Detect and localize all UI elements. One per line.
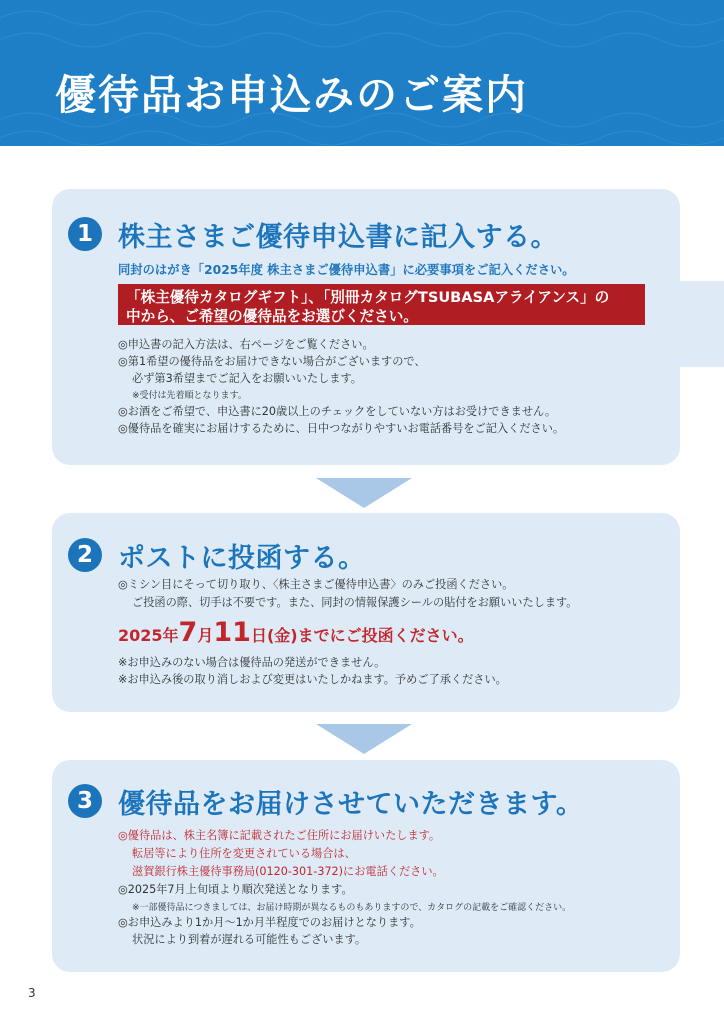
warning-line: ※お申込みのない場合は優待品の発送ができません。 — [118, 656, 386, 669]
note-line: ◎ミシン目にそって切り取り、〈株主さまご優待申込書〉のみご投函ください。 — [118, 578, 514, 591]
note-line: ◎お酒をご希望で、申込書に20歳以上のチェックをしていない方はお受けできません。 — [118, 405, 557, 418]
step-3-title: 優待品をお届けさせていただきます。 — [118, 789, 584, 820]
down-arrow-icon — [316, 478, 412, 508]
deadline-day-unit: 日 — [250, 626, 267, 645]
deadline-month: 7 — [178, 617, 198, 648]
step-2-title: ポストに投函する。 — [118, 543, 366, 574]
note-small: ※受付は先着順となります。 — [132, 391, 247, 401]
deadline-text: までにご投函ください。 — [297, 626, 474, 645]
page-number: 3 — [28, 986, 36, 1000]
step-2-panel — [52, 513, 680, 712]
note-small: ※一部優待品につきましては、お届け時期が異なるものもありますので、カタログの記載をご確認ください。 — [132, 903, 572, 913]
contact-phone-note: 滋賀銀行株主優待事務局(0120-301-372)にお電話ください。 — [132, 865, 444, 878]
delivery-address-note: ◎優待品は、株主名簿に記載されたご住所にお届けいたします。 — [118, 829, 441, 842]
header-banner — [0, 0, 724, 146]
note-line: ◎優待品を確実にお届けするために、日中つながりやすいお電話番号をご記入ください。 — [118, 422, 565, 435]
deadline-month-unit: 月 — [197, 626, 214, 645]
highlight-line-2: 中から、ご希望の優待品をお選びください。 — [126, 308, 418, 325]
note-line: 必ず第3希望までご記入をお願いいたします。 — [132, 372, 362, 385]
step-1-panel — [52, 189, 680, 465]
catalog-highlight-box — [118, 284, 645, 325]
side-tab — [680, 281, 724, 367]
warning-line: ※お申込み後の取り消しおよび変更はいたしかねます。予めご了承ください。 — [118, 673, 507, 686]
step-1-title: 株主さまご優待申込書に記入する。 — [118, 222, 558, 253]
note-line: 状況により到着が遅れる可能性もございます。 — [132, 933, 367, 946]
note-line: ご投函の際、切手は不要です。また、同封の情報保護シールの貼付をお願いいたします。 — [132, 596, 578, 609]
note-line: ◎申込書の記入方法は、右ページをご覧ください。 — [118, 338, 374, 351]
deadline-day: 11 — [213, 617, 251, 648]
page-title: 優待品お申込みのご案内 — [55, 71, 528, 119]
deadline-year: 2025年 — [118, 626, 179, 645]
deadline-weekday: (金) — [266, 626, 298, 645]
step-3-panel — [52, 760, 680, 972]
step-1-subtitle: 同封のはがき「2025年度 株主さまご優待申込書」に必要事項をご記入ください。 — [118, 263, 575, 277]
step-3-number: 3 — [68, 784, 102, 818]
step-2-number: 2 — [68, 538, 102, 572]
note-line: ◎2025年7月上旬頃より順次発送となります。 — [118, 883, 353, 896]
highlight-line-1: 「株主優待カタログギフト」、「別冊カタログTSUBASAアライアンス」の — [126, 289, 610, 306]
note-line: ◎第1希望の優待品をお届けできない場合がございますので、 — [118, 355, 426, 368]
note-line: ◎お申込みより1か月〜1か月半程度でのお届けとなります。 — [118, 916, 421, 929]
step-1-number: 1 — [68, 217, 102, 251]
delivery-address-note: 転居等により住所を変更されている場合は、 — [132, 847, 356, 860]
submission-deadline — [118, 617, 474, 648]
down-arrow-icon — [316, 724, 412, 754]
